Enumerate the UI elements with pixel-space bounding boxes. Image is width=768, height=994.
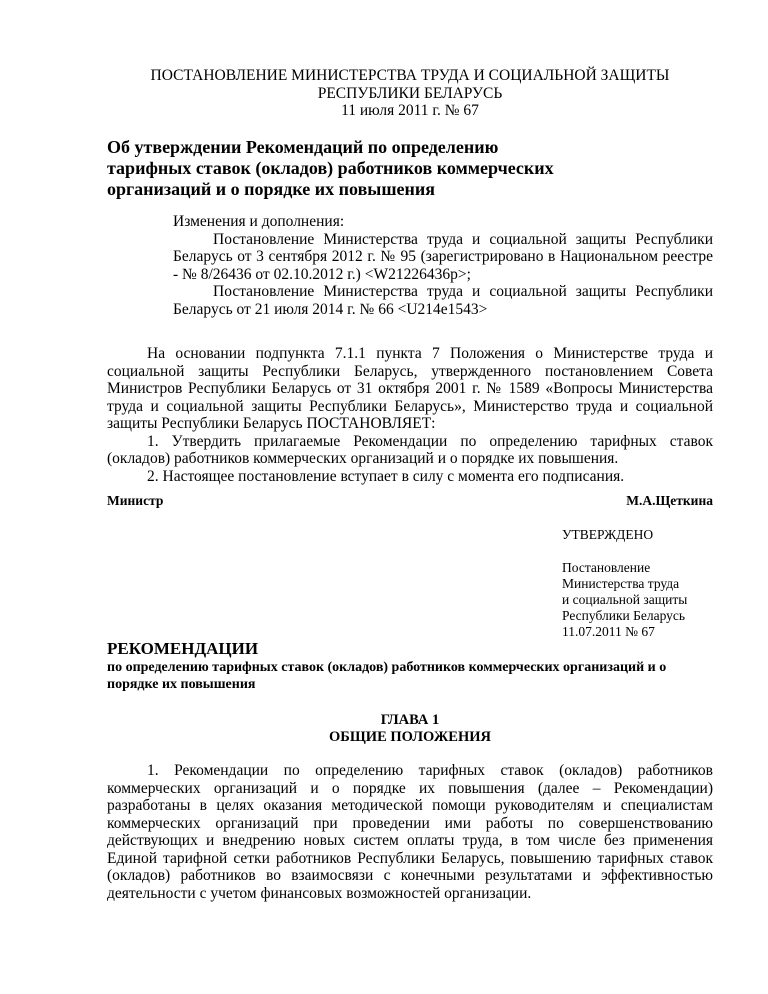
- header-line-ministry: ПОСТАНОВЛЕНИЕ МИНИСТЕРСТВА ТРУДА И СОЦИАЛЬНОЙ ЗАЩИТЫ: [150, 67, 670, 84]
- preamble-paragraph: На основании подпункта 7.1.1 пункта 7 Положения о Министерстве труда и социальной защиты Республики Беларусь, утвержденного постановлением Совета Министров Республики Беларусь от 31 октября 2001 г. № 1589 «Вопросы Министерства труда и социальной защиты Республики Беларусь», Министерство труда и социальной защиты Республики Беларусь ПОСТАНОВЛЯЕТ:: [107, 345, 713, 432]
- recommendations-subtitle: по определению тарифных ставок (окладов) работников коммерческих организаций и о порядке их повышения: [107, 660, 667, 692]
- title-line-3: организаций и о порядке их повышения: [107, 179, 436, 199]
- signature-row: [107, 492, 713, 510]
- chapter-body: [107, 762, 713, 902]
- amendment-link-1[interactable]: Постановление Министерства труда и социальной защиты Республики Беларусь от 3 сентября 2012 г. № 95 (зарегистрировано в Национальном реестре - № 8/26436 от 02.10.2012 г.) <W21226436p>;: [173, 230, 713, 283]
- decree-item-1: 1. Утвердить прилагаемые Рекомендации по определению тарифных ставок (окладов) работников коммерческих организаций и о порядке их повышения.: [107, 432, 713, 467]
- approval-line-4: Республики Беларусь: [562, 608, 686, 623]
- title-line-1: Об утверждении Рекомендаций по определению: [107, 137, 499, 157]
- approval-line-5: 11.07.2011 № 67: [562, 624, 655, 639]
- decree-item-2: 2. Настоящее постановление вступает в силу с момента его подписания.: [147, 467, 625, 485]
- signature-position: Министр: [107, 493, 164, 508]
- approval-line-1: Постановление: [562, 560, 651, 575]
- chapter-name: ОБЩИЕ ПОЛОЖЕНИЯ: [329, 729, 491, 745]
- clause-1: 1. Рекомендации по определению тарифных ставок (окладов) работников коммерческих организаций и о порядке их повышения (далее – Рекомендации) разработаны в целях оказания методической помощи руководителям и специалистам коммерческих организаций при проведении ими работы по совершенствованию действующих и внедрению новых систем оплаты труда, в том числе без применения Единой тарифной сетки работников Республики Беларусь, повышению тарифных ставок (окладов) работников во взаимосвязи с конечными результатами и эффективностью деятельности с учетом финансовых возможностей организации.: [107, 762, 713, 902]
- signature-name: М.А.Щеткина: [626, 493, 713, 508]
- document-header: [107, 67, 713, 120]
- approval-stamp: [562, 527, 722, 640]
- chapter-number: ГЛАВА 1: [380, 712, 440, 728]
- document-title: [107, 137, 577, 200]
- chapter-heading: [107, 712, 713, 746]
- approval-label: УТВЕРЖДЕНО: [562, 527, 654, 542]
- recommendations-title: РЕКОМЕНДАЦИИ: [107, 639, 259, 658]
- header-line-date: 11 июля 2011 г. № 67: [341, 102, 479, 119]
- title-line-2: тарифных ставок (окладов) работников коммерческих: [107, 158, 554, 178]
- approval-line-3: и социальной защиты: [562, 592, 688, 607]
- amendments-label: Изменения и дополнения:: [173, 213, 345, 230]
- preamble: [107, 345, 713, 485]
- amendments-block: [173, 213, 713, 318]
- header-line-country: РЕСПУБЛИКИ БЕЛАРУСЬ: [317, 84, 503, 102]
- amendment-link-2[interactable]: Постановление Министерства труда и социальной защиты Республики Беларусь от 21 июля 2014 г. № 66 <U214e1543>: [173, 283, 713, 318]
- approval-line-2: Министерства труда: [562, 576, 680, 591]
- recommendations-heading: [107, 638, 713, 693]
